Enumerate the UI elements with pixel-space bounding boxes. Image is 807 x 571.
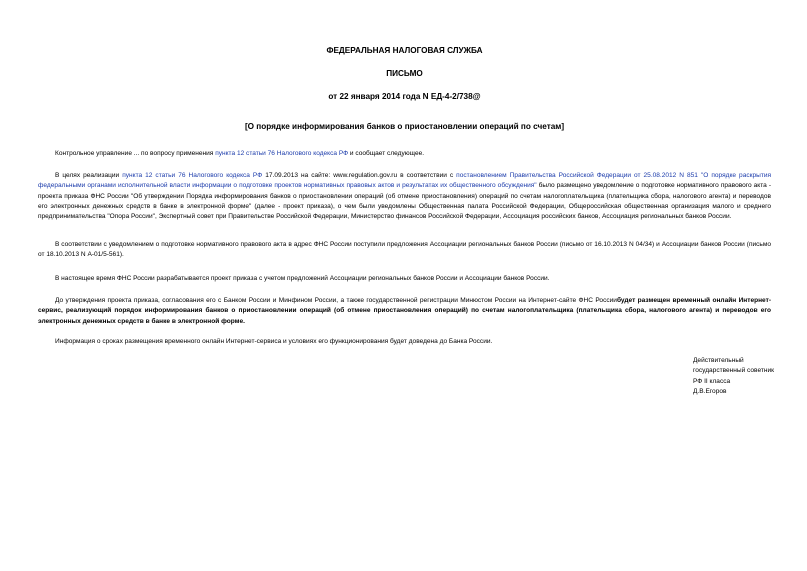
document-title: [О порядке информирования банков о приостановлении операций по счетам] xyxy=(244,122,565,131)
paragraph-text: До утверждения проекта приказа, согласования его с Банком России и Минфином России, а также государственной регистрации Минюстом России на Интернет-сайте ФНС России xyxy=(55,297,617,304)
paragraph-text: 17.09.2013 на сайте: www.regulation.gov.ru в соответствии с xyxy=(262,172,457,179)
paragraph-draft-order: В настоящее время ФНС России разрабатывается проект приказа с учетом предложений Ассоциации региональных банков России и Ассоциации банков России. xyxy=(55,275,550,282)
signature-title-line: государственный советник xyxy=(693,367,774,375)
signature-rank-line: РФ II класса xyxy=(693,377,731,385)
signature-title-line: Действительный xyxy=(693,357,744,364)
paragraph-text: было размещено уведомление о подготовке нормативного правового акта - проекта приказа ФНС России "Об утверждении Порядка информирования банков о приостановлении операций (об отмене приостановления) операций по счетам налогоплательщика (плательщика сбора, налогового агента) и переводов его электронных денежных средств в банке в электронной форме" (далее - проект приказа), о чем были уведомлены Общественная палата Российской Федерации, Общероссийская общественная организация малого и среднего предпринимательства "Опора России", Экспертный совет при Правительстве Российской Федерации, Министерство финансов Российской Федерации, Ассоциация российских банков, Ассоциация региональных банков России. xyxy=(38,182,771,221)
paragraph-text: и сообщает следующее. xyxy=(348,150,425,157)
paragraph-proposals: В соответствии с уведомлением о подготовке нормативного правового акта в адрес ФНС России поступили предложения Ассоциации региональных банков России (письмо от 16.10.2013 N 04/34) и Ассоциации банков России (письмо от 18.10.2013 N А-01/5-561). xyxy=(38,241,771,259)
tax-code-link[interactable]: пункта 12 статьи 76 Налогового кодекса РФ xyxy=(122,172,263,179)
signatory-name: Д.В.Егоров xyxy=(693,388,727,396)
document-page xyxy=(38,0,774,571)
paragraph-online-service xyxy=(38,296,771,327)
government-decree-link[interactable]: постановлением Правительства Российской Федерации от 25.08.2012 N 851 "О порядке раскрытия федеральными органами исполнительной власти информации о подготовке проектов нормативных правовых актов и результатах их общественного обсуждения" xyxy=(38,172,772,190)
paragraph-information: Информация о сроках размещения временного онлайн Интернет-сервиса и условиях его функционирования будет доведена до Банка России. xyxy=(55,338,493,345)
signature-block xyxy=(693,356,807,398)
paragraph-text: Контрольное управление ... по вопросу применения xyxy=(55,150,216,157)
paragraph-intro xyxy=(38,149,771,159)
paragraph-text: В целях реализации xyxy=(55,172,123,179)
agency-heading: ФЕДЕРАЛЬНАЯ НАЛОГОВАЯ СЛУЖБА xyxy=(326,46,483,55)
document-date-number: от 22 января 2014 года N ЕД-4-2/738@ xyxy=(328,92,481,101)
document-type-heading: ПИСЬМО xyxy=(386,69,423,78)
paragraph-bold-text: будет размещен временный онлайн Интернет-сервис, реализующий порядок информирования банков о приостановлении операций (об отмене приостановления операций) по счетам налогоплательщика (плательщика сбора, налогового агента) и переводов его электронных денежных средств в банке в электронной форме. xyxy=(38,297,771,325)
tax-code-link[interactable]: пункта 12 статьи 76 Налогового кодекса РФ xyxy=(215,150,349,157)
paragraph-notification xyxy=(38,171,771,222)
